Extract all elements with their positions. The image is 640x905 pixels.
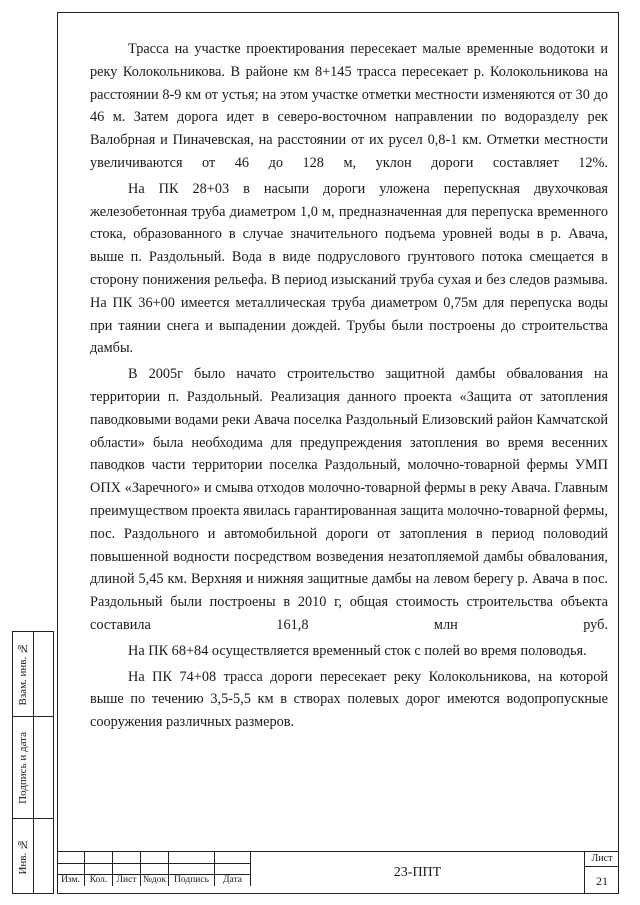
side-stamp-vzam-inv — [12, 631, 54, 717]
side-stamp-podpis — [12, 717, 54, 819]
header-kol: Кол. — [85, 875, 113, 886]
revision-table — [57, 851, 251, 894]
sheet-label: Лист — [585, 852, 619, 867]
paragraph: Трасса на участке проектирования пересекает малые временные водотоки и реку Колокольникова. В районе км 8+145 трасса пересекает р. Колокольникова на расстоянии 8-9 км от устья; на этом участке отметки местности изменяются от 30 до 46 м. Затем дорога идет в северо-восточном направлении по водоразделу рек Валобрная и Пиначевская, на расстоянии от их русел 0,8-1 км. Отметки местности увеличиваются от 46 до 128 м, уклон дороги составляет 12%. — [90, 41, 608, 171]
header-izm: Изм. — [57, 875, 85, 886]
paragraph: На ПК 28+03 в насыпи дороги уложена перепускная двухочковая железобетонная труба диаметром 1,0 м, предназначенная для перепуска временного стока, образованного в случае значительного подъема уровней воды в р. Авача, выше п. Раздольный. Вода в виде подруслового грунтового потока смещается в сторону понижения рельефа. В период изысканий труба сухая и без следов размыва. На ПК 36+00 имеется металлическая труба диаметром 0,75м для перепуска воды при таянии снега и выпадении дождей. Трубы были построены до строительства дамбы. — [90, 180, 608, 357]
sheet-number: 21 — [596, 874, 608, 888]
header-ndok: №док — [141, 875, 169, 886]
header-podpis: Подпись — [169, 875, 215, 886]
paragraph: На ПК 68+84 осуществляется временный сток с полей во время половодья. — [128, 642, 587, 659]
side-stamp-label: Взам. инв. № — [17, 642, 29, 706]
header-list: Лист — [113, 875, 141, 886]
side-stamp-label: Инв. № — [17, 837, 29, 875]
sheet-box — [585, 851, 619, 894]
document-code: 23-ППТ — [251, 851, 585, 894]
side-stamp-inv-podl — [12, 819, 54, 894]
document-body — [90, 38, 608, 737]
header-data: Дата — [215, 875, 251, 886]
paragraph: На ПК 74+08 трасса дороги пересекает реку Колокольникова, на которой выше по течению 3,5-5,5 км в створах полевых дорог имеются водопропускные сооружения различных размеров. — [90, 668, 608, 731]
title-block — [57, 851, 619, 894]
revision-table-header — [57, 874, 251, 886]
paragraph: В 2005г было начато строительство защитной дамбы обвалования на территории п. Раздольный. Реализация данного проекта «Защита от затопления паводковыми водами реки Авача поселка Раздольный Елизовский район Камчатской области» была необходима для предупреждения затопления во время весенних паводков части территории поселка Раздольный, молочно-товарной фермы УМП ОПХ «Заречного» и смыва отходов молочно-товарной фермы в реку Авача. Главным преимуществом проекта явилась гарантированная защита молочно-товарной фермы, пос. Раздольного и автомобильной дороги от затопления в период половодий повышенной водности посредством возведения незатопляемой дамбы обвалования, длиной 5,45 км. Верхняя и нижняя защитные дамбы на левом берегу р. Авача в пос. Раздольный были построены в 2010 г, общая стоимость строительства объекта составила 161,8 млн руб. — [90, 366, 608, 633]
side-stamp-label: Подпись и дата — [17, 731, 29, 804]
